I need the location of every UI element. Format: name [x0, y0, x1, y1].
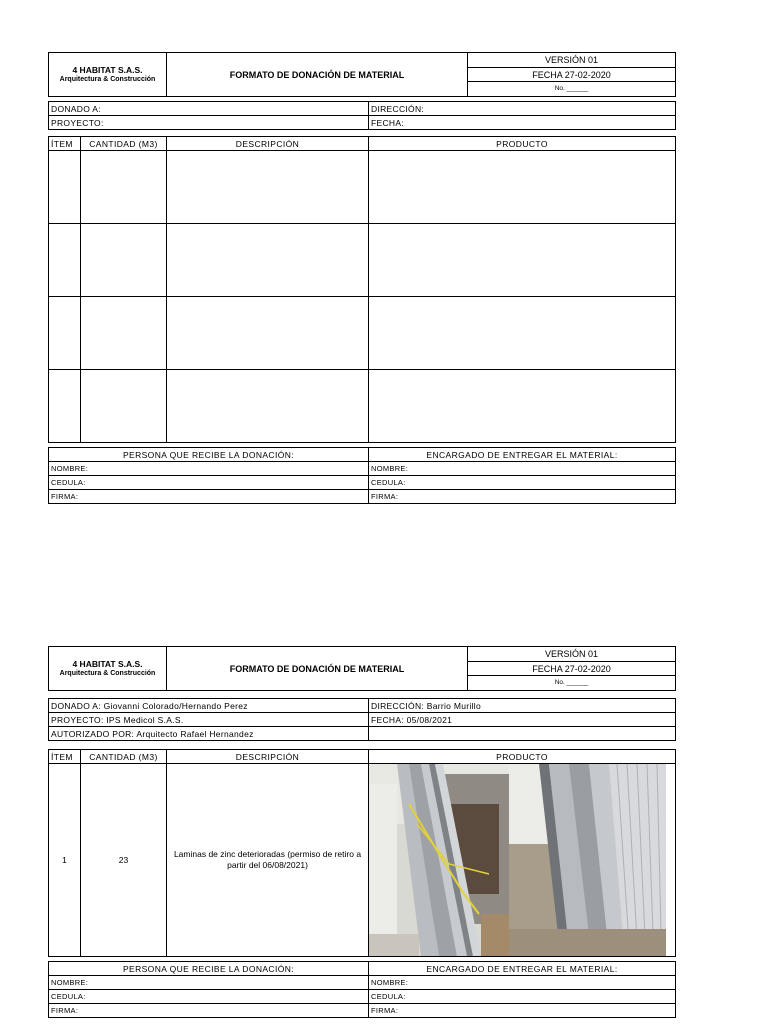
- nombre-field: NOMBRE:: [369, 976, 676, 990]
- company-block: [49, 53, 167, 97]
- recibe-header: PERSONA QUE RECIBE LA DONACIÓN:: [49, 448, 369, 462]
- item-quantity: 23: [81, 764, 167, 957]
- number-label: No. ______: [468, 676, 676, 691]
- cedula-field: CEDULA:: [49, 990, 369, 1004]
- items-table: [48, 749, 676, 957]
- donation-info: [48, 698, 676, 741]
- donation-form-blank: [48, 52, 675, 504]
- company-block: [49, 647, 167, 691]
- direccion-field: DIRECCIÓN: Barrio Murillo: [369, 699, 676, 713]
- signature-table: [48, 447, 676, 504]
- producto-header: PRODUCTO: [369, 750, 676, 764]
- item-number: 1: [49, 764, 81, 957]
- form-title: FORMATO DE DONACIÓN DE MATERIAL: [167, 647, 468, 691]
- table-row: [49, 764, 676, 957]
- table-row: [49, 297, 676, 370]
- company-name: 4 HABITAT S.A.S.: [72, 658, 143, 669]
- date-label: FECHA 27-02-2020: [468, 68, 676, 82]
- nombre-field: NOMBRE:: [49, 462, 369, 476]
- fecha-field: FECHA: 05/08/2021: [369, 713, 676, 727]
- recibe-header: PERSONA QUE RECIBE LA DONACIÓN:: [49, 962, 369, 976]
- autorizado-field: AUTORIZADO POR: Arquitecto Rafael Hernandez: [49, 727, 369, 741]
- fecha-field: FECHA:: [369, 116, 676, 130]
- firma-field: FIRMA:: [369, 1004, 676, 1018]
- form-header: [48, 52, 676, 97]
- firma-field: FIRMA:: [49, 1004, 369, 1018]
- date-label: FECHA 27-02-2020: [468, 662, 676, 676]
- item-description: Laminas de zinc deterioradas (permiso de retiro a partir del 06/08/2021): [167, 764, 369, 957]
- version-label: VERSIÓN 01: [468, 647, 676, 662]
- zinc-sheets-photo: [369, 764, 509, 956]
- table-row: [49, 224, 676, 297]
- firma-field: FIRMA:: [49, 490, 369, 504]
- form-title: FORMATO DE DONACIÓN DE MATERIAL: [167, 53, 468, 97]
- descripcion-header: DESCRIPCIÓN: [167, 750, 369, 764]
- item-header: ÍTEM: [49, 750, 81, 764]
- items-table: [48, 136, 676, 443]
- donado-field: DONADO A: Giovanni Colorado/Hernando Perez: [49, 699, 369, 713]
- company-subtitle: Arquitectura & Construcción: [59, 75, 156, 83]
- nombre-field: NOMBRE:: [369, 462, 676, 476]
- encargado-header: ENCARGADO DE ENTREGAR EL MATERIAL:: [369, 962, 676, 976]
- cantidad-header: CANTIDAD (M3): [81, 137, 167, 151]
- direccion-field: DIRECCIÓN:: [369, 102, 676, 116]
- donation-form-filled: [48, 646, 675, 1018]
- product-photos: [369, 764, 676, 957]
- nombre-field: NOMBRE:: [49, 976, 369, 990]
- cantidad-header: CANTIDAD (M3): [81, 750, 167, 764]
- firma-field: FIRMA:: [369, 490, 676, 504]
- table-row: [49, 370, 676, 443]
- encargado-header: ENCARGADO DE ENTREGAR EL MATERIAL:: [369, 448, 676, 462]
- signature-table: [48, 961, 676, 1018]
- item-header: ÍTEM: [49, 137, 81, 151]
- company-subtitle: Arquitectura & Construcción: [59, 669, 156, 677]
- zinc-sheets-photo: [509, 764, 666, 956]
- proyecto-field: PROYECTO:: [49, 116, 369, 130]
- proyecto-field: PROYECTO: IPS Medicol S.A.S.: [49, 713, 369, 727]
- donado-field: DONADO A:: [49, 102, 369, 116]
- cedula-field: CEDULA:: [369, 476, 676, 490]
- version-label: VERSIÓN 01: [468, 53, 676, 68]
- donation-info: [48, 101, 676, 130]
- cedula-field: CEDULA:: [369, 990, 676, 1004]
- form-header: [48, 646, 676, 691]
- cedula-field: CEDULA:: [49, 476, 369, 490]
- company-name: 4 HABITAT S.A.S.: [72, 64, 143, 75]
- descripcion-header: DESCRIPCIÓN: [167, 137, 369, 151]
- producto-header: PRODUCTO: [369, 137, 676, 151]
- table-row: [49, 151, 676, 224]
- number-label: No. ______: [468, 82, 676, 97]
